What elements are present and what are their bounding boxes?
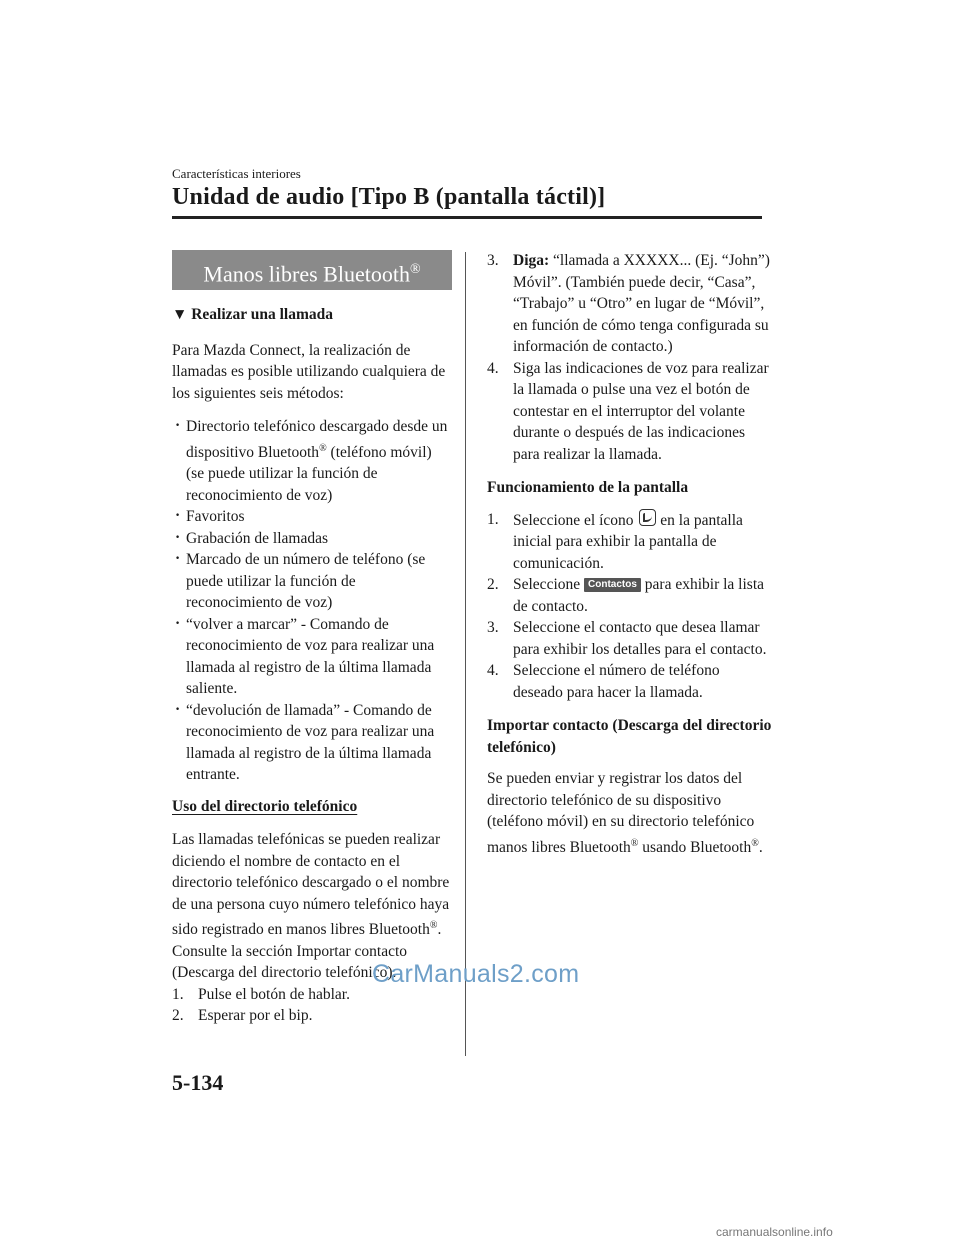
list-item: 2. Seleccione Contactos para exhibir la lista de contacto. — [487, 576, 765, 615]
contactos-button-image: Contactos — [584, 578, 641, 592]
list-item: · “volver a marcar” - Comando de reconocimiento de voz para realizar una llamada al registro de la última llamada saliente. — [172, 614, 452, 700]
method-list — [172, 416, 452, 786]
directory-title: Uso del directorio telefónico — [172, 797, 358, 815]
registered-mark: ® — [409, 262, 421, 277]
list-item: 4. Siga las indicaciones de voz para realizar la llamada o pulse una vez el botón de contestar en el interruptor del volante durante o después de las indicaciones para realizar la llamada. — [487, 359, 769, 463]
subheading-make-call: ▼ Realizar una llamada — [172, 306, 334, 323]
phone-icon — [639, 509, 656, 526]
voice-steps-right — [487, 250, 772, 465]
header-rule — [172, 216, 762, 219]
list-item: 1. Pulse el botón de hablar. — [172, 985, 350, 1003]
right-column — [487, 250, 772, 858]
chapter-title: Unidad de audio [Tipo B (pantalla táctil)] — [172, 184, 606, 210]
column-divider — [465, 252, 466, 1056]
list-item: · Directorio telefónico descargado desde un dispositivo Bluetooth® (teléfono móvil) (se puede utilizar la función de reconocimiento de voz) — [172, 416, 452, 506]
watermark: CarManuals2.com — [372, 960, 580, 988]
import-contact-title: Importar contacto (Descarga del directorio telefónico) — [487, 717, 772, 756]
section-label: Características interiores — [172, 166, 301, 181]
list-item: · Marcado de un número de teléfono (se puede utilizar la función de reconocimiento de voz) — [172, 549, 452, 614]
section-banner — [172, 250, 452, 290]
intro-paragraph: Para Mazda Connect, la realización de llamadas es posible utilizando cualquiera de los siguientes seis métodos: — [172, 341, 446, 402]
list-item: · “devolución de llamada” - Comando de reconocimiento de voz para realizar una llamada al registro de la última llamada entrante. — [172, 700, 452, 786]
directory-paragraph: Las llamadas telefónicas se pueden realizar diciendo el nombre de contacto en el directorio telefónico descargado o el nombre de una persona cuyo número telefónico haya sido registrado en manos libres Bluetooth®. Consulte la sección Importar contacto (Descarga del directorio telefónico). — [172, 831, 450, 982]
left-column — [172, 250, 452, 1027]
footer-watermark: carmanualsonline.info — [716, 1225, 833, 1239]
page-number: 5-134 — [172, 1070, 224, 1095]
list-item: 2. Esperar por el bip. — [172, 1007, 313, 1025]
list-item: 1. Seleccione el ícono en la pantalla inicial para exhibir la pantalla de comunicación. — [487, 510, 743, 572]
voice-steps-left — [172, 984, 452, 1027]
list-item: 3. Diga: “llamada a XXXXX... (Ej. “John”) Móvil”. (También puede decir, “Casa”, “Trabajo” u “Otro” en lugar de “Móvil”, en función de cómo tenga configurada su información de contacto.) — [487, 252, 770, 355]
list-item: 3. Seleccione el contacto que desea llamar para exhibir los detalles para el contacto. — [487, 619, 767, 658]
banner-title: Manos libres Bluetooth — [203, 261, 410, 287]
list-item: · Grabación de llamadas — [172, 528, 452, 550]
list-item: 4. Seleccione el número de teléfono deseado para hacer la llamada. — [487, 662, 720, 701]
screen-steps — [487, 509, 772, 704]
import-paragraph: Se pueden enviar y registrar los datos del directorio telefónico de su dispositivo (teléfono móvil) en su directorio telefónico manos libres Bluetooth® usando Bluetooth®. — [487, 770, 763, 856]
list-item: · Favoritos — [172, 506, 452, 528]
screen-operation-title: Funcionamiento de la pantalla — [487, 479, 689, 496]
